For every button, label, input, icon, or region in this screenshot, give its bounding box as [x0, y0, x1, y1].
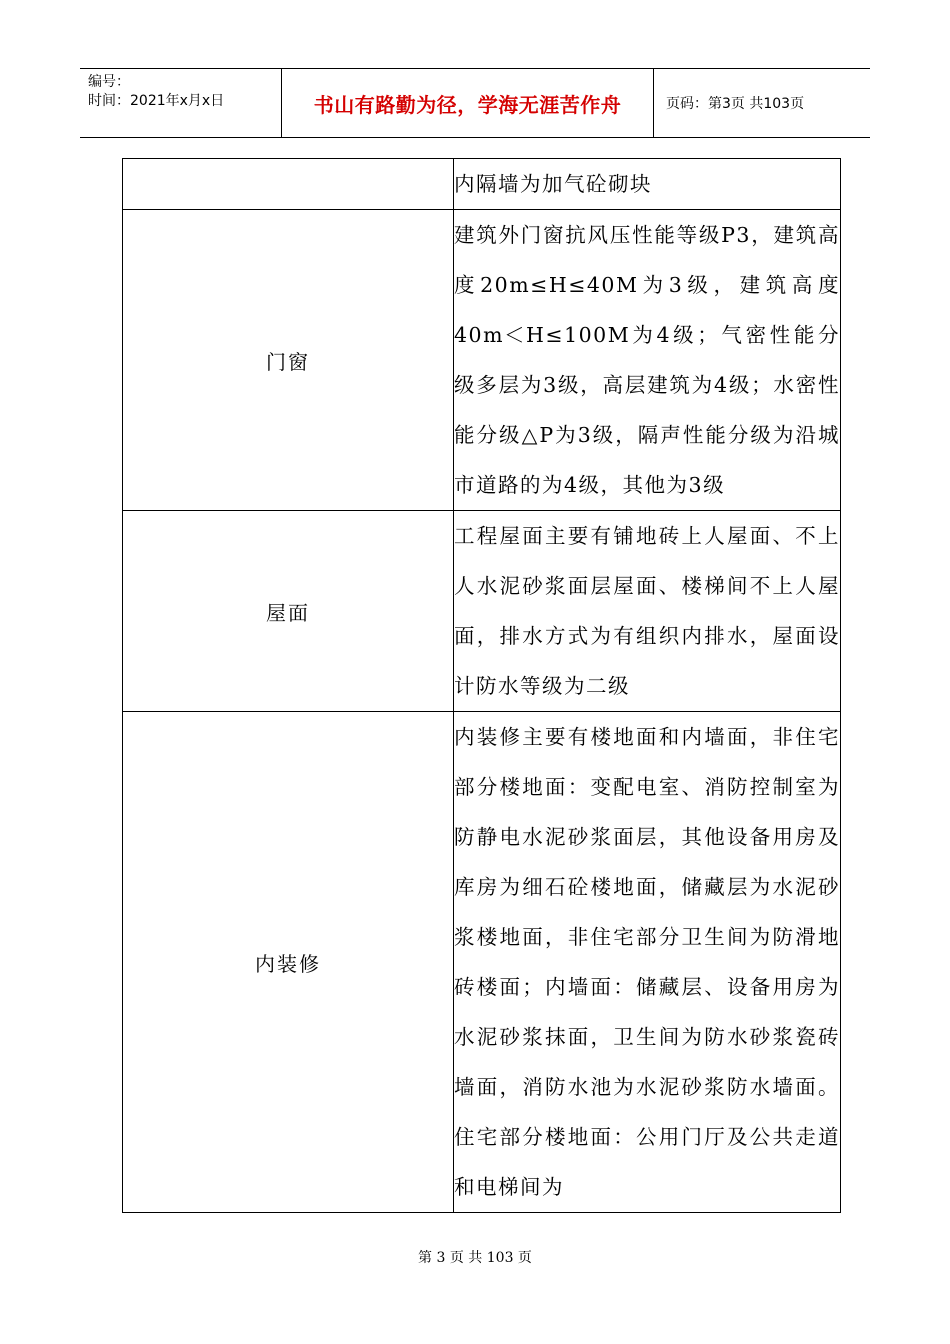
row-content: 内装修主要有楼地面和内墙面，非住宅部分楼地面：变配电室、消防控制室为防静电水泥砂浆面层，其他设备用房及库房为细石砼楼地面，储藏层为水泥砂浆楼地面，非住宅部分卫生间为防滑地砖楼面；内墙面：储藏层、设备用房为水泥砂浆抹面，卫生间为防水砂浆瓷砖墙面，消防水池为水泥砂浆防水墙面。住宅部分楼地面：公用门厅及公共走道和电梯间为: [454, 712, 841, 1213]
header-code-label: 编号：: [88, 74, 130, 90]
row-content: 内隔墙为加气砼砌块: [454, 159, 841, 210]
header-time-label: 时间：2021年x月x日: [88, 93, 225, 109]
header-motto-cell: [282, 69, 654, 137]
page-footer: 第 3 页 共 103 页: [418, 1250, 532, 1266]
row-label: 门窗: [123, 210, 454, 511]
header-page-info: 页码：第3页 共103页: [666, 96, 805, 112]
row-label: 内装修: [123, 712, 454, 1213]
table-row: [123, 159, 841, 210]
row-content: 建筑外门窗抗风压性能等级P3，建筑高度20m≤H≤40M为3级，建筑高度40m＜H≤100M为4级；气密性能分级多层为3级，高层建筑为4级；水密性能分级△P为3级，隔声性能分级为沿城市道路的为4级，其他为3级: [454, 210, 841, 511]
header-meta: [80, 69, 282, 137]
table-row: [123, 511, 841, 712]
row-label: 屋面: [123, 511, 454, 712]
table-row: [123, 712, 841, 1213]
header-motto: 书山有路勤为径，学海无涯苦作舟: [313, 92, 622, 117]
table-row: [123, 210, 841, 511]
page-header: [80, 68, 870, 138]
row-label: [123, 159, 454, 210]
spec-table: [122, 158, 841, 1213]
row-content: 工程屋面主要有铺地砖上人屋面、不上人水泥砂浆面层屋面、楼梯间不上人屋面，排水方式为有组织内排水，屋面设计防水等级为二级: [454, 511, 841, 712]
